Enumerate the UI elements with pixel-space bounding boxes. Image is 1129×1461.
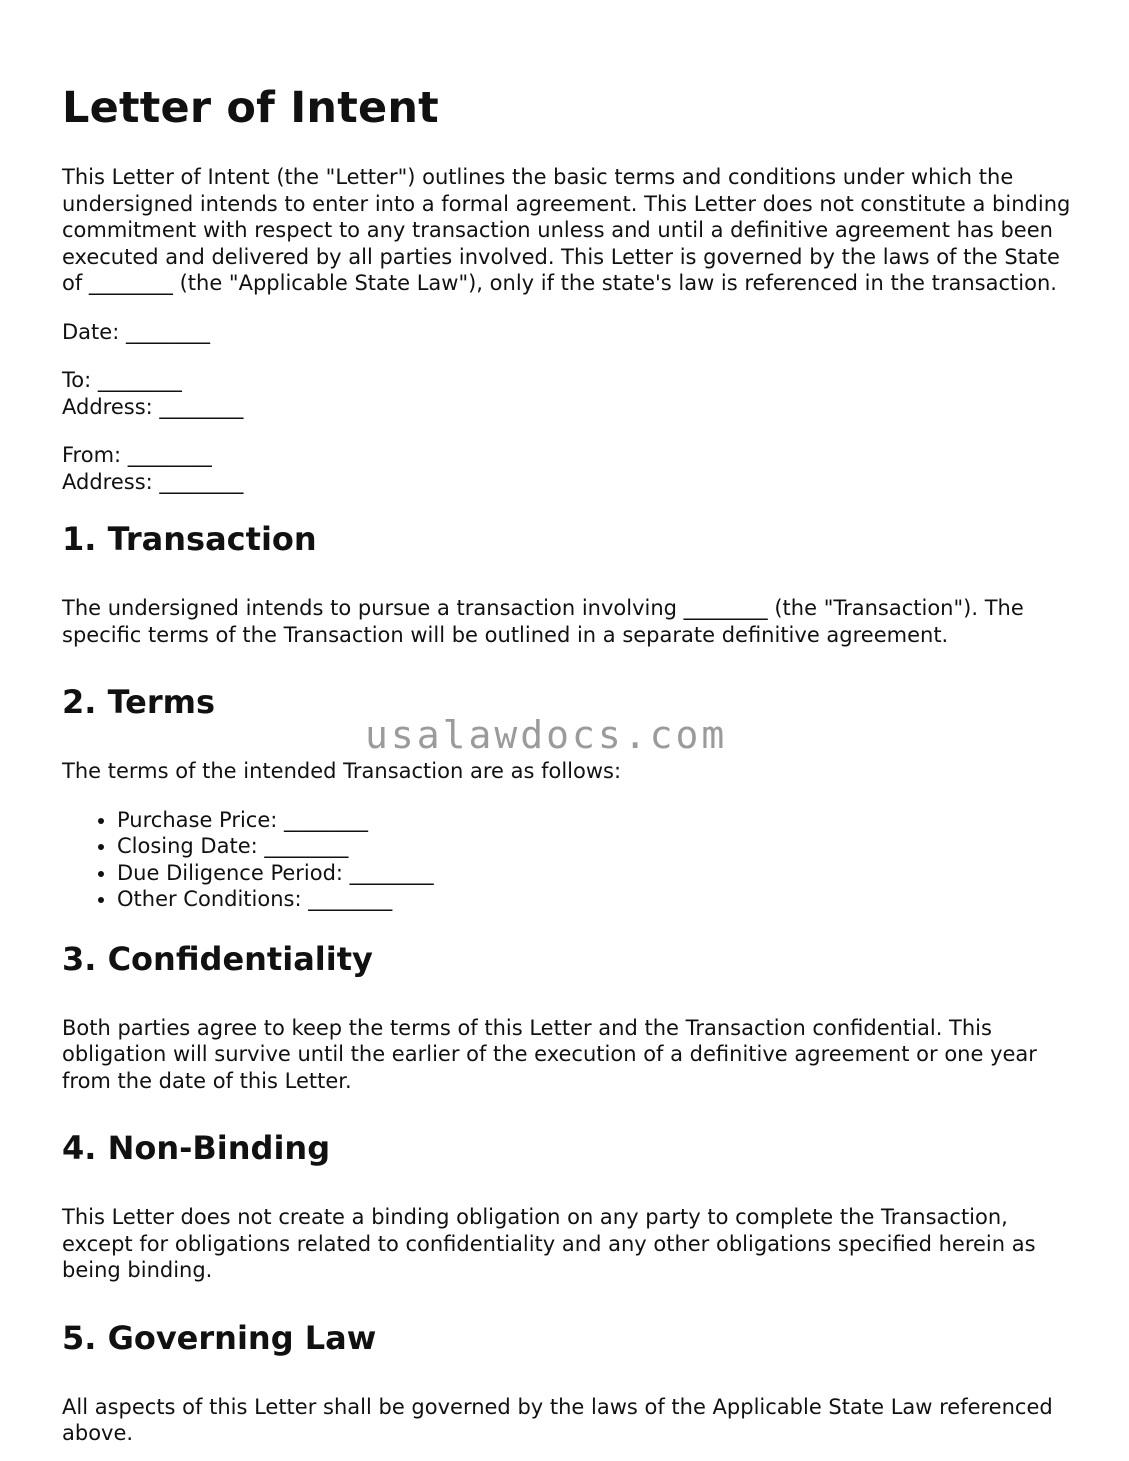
to-address-field: Address: ________ (62, 394, 244, 419)
watermark-text: usalawdocs.com (365, 713, 728, 757)
date-field: Date: ________ (62, 319, 210, 344)
section-body-non-binding: This Letter does not create a binding obligation on any party to complete the Transaction, except for obligations related to confidentiality and any other obligations specified herein as being binding. (62, 1205, 1036, 1282)
terms-list (62, 807, 1072, 913)
to-field: To: ________ (62, 368, 182, 392)
section-body-terms: The terms of the intended Transaction are as follows: (62, 759, 622, 783)
section-heading-transaction: 1. Transaction (62, 520, 317, 558)
section-heading-confidentiality: 3. Confidentiality (62, 939, 373, 978)
recipient-block (62, 367, 1072, 420)
section-heading-terms: 2. Terms (62, 683, 216, 721)
from-field: From: ________ (62, 443, 212, 467)
section-body-confidentiality: Both parties agree to keep the terms of this Letter and the Transaction confidential. This obligation will survive until the earlier of the execution of a definitive agreement or one year from the date of this Letter. (62, 1015, 1037, 1093)
section-body-transaction: The undersigned intends to pursue a transaction involving ________ (the "Transaction"). The specific terms of the Transaction will be outlined in a separate definitive agreement. (62, 596, 1024, 647)
section-body-governing-law: All aspects of this Letter shall be governed by the laws of the Applicable State Law referenced above. (62, 1394, 1053, 1445)
list-item: • Purchase Price: ________ (117, 807, 1072, 834)
section-heading-governing-law: 5. Governing Law (62, 1318, 377, 1357)
from-address-field: Address: ________ (62, 469, 244, 494)
intro-paragraph: This Letter of Intent (the "Letter") outlines the basic terms and conditions under which the undersigned intends to enter into a formal agreement. This Letter does not constitute a binding commitment with respect to any transaction unless and until a definitive agreement has been executed and delivered by all parties involved. This Letter is governed by the laws of the State of ________ (the "Applicable State Law"), only if the state's law is referenced in the transaction. (62, 165, 1071, 295)
list-item: • Other Conditions: ________ (117, 886, 1072, 913)
list-item: • Closing Date: ________ (117, 833, 1072, 860)
list-item: • Due Diligence Period: ________ (117, 860, 1072, 887)
sender-block (62, 442, 1072, 495)
section-heading-non-binding: 4. Non-Binding (62, 1129, 331, 1167)
document-title: Letter of Intent (62, 83, 439, 133)
